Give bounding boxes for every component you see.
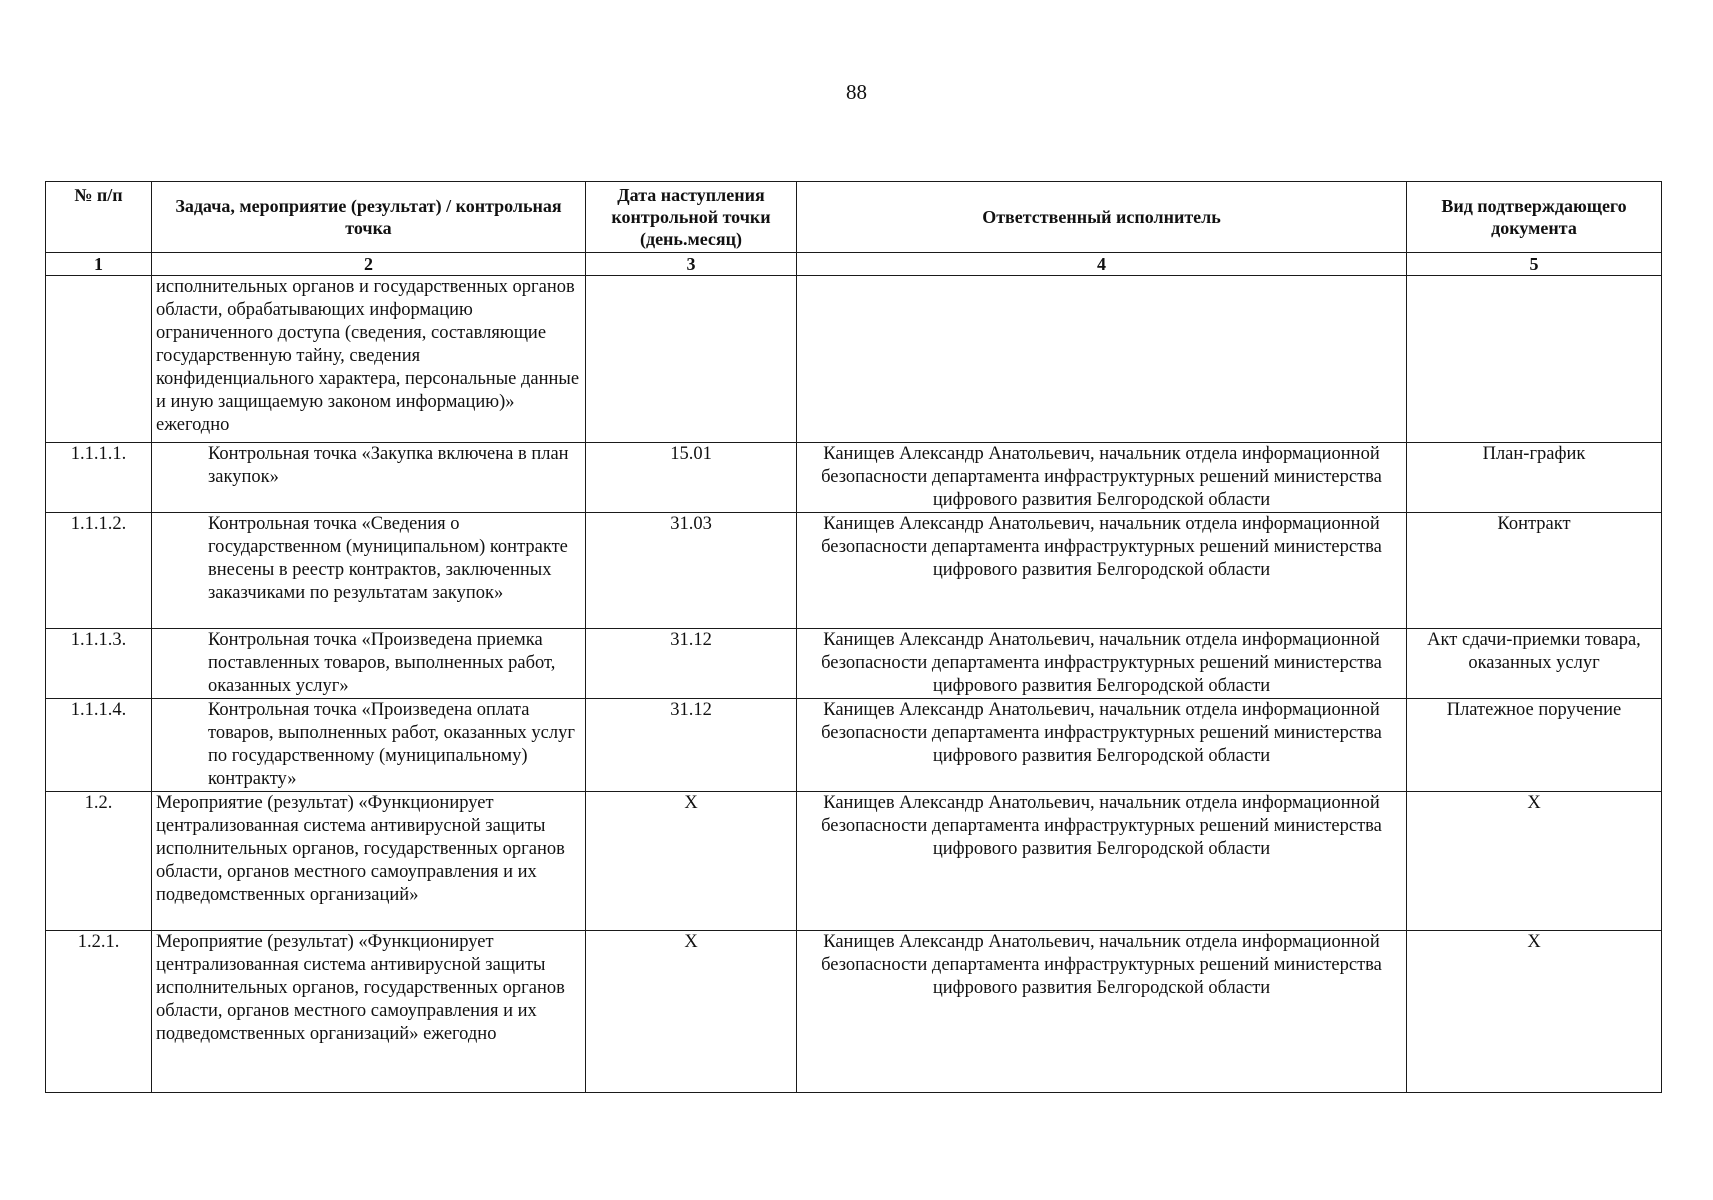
column-index: 1: [46, 253, 152, 276]
row-document: Контракт: [1407, 513, 1662, 629]
column-index: 4: [797, 253, 1407, 276]
row-document: План-график: [1407, 443, 1662, 513]
header-number: № п/п: [46, 182, 152, 253]
table-header-row: [46, 182, 1662, 253]
column-index-row: [46, 253, 1662, 276]
row-responsible: Канищев Александр Анатольевич, начальник отдела информационной безопасности департамента инфраструктурных решений министерства цифрового развития Белгородской области: [797, 931, 1407, 1093]
row-task: исполнительных органов и государственных органов области, обрабатывающих информацию ограниченного доступа (сведения, составляющие государственную тайну, сведения конфиденциального характера, персональные данные и иную защищаемую законом информацию)» ежегодно: [152, 276, 586, 443]
row-number: 1.1.1.4.: [46, 699, 152, 792]
row-task: Мероприятие (результат) «Функционирует централизованная система антивирусной защиты исполнительных органов, государственных органов области, органов местного самоуправления и их подведомственных организаций» ежегодно: [152, 931, 586, 1093]
header-task: Задача, мероприятие (результат) / контрольная точка: [152, 182, 586, 253]
row-date: [586, 276, 797, 443]
row-responsible: Канищев Александр Анатольевич, начальник отдела информационной безопасности департамента инфраструктурных решений министерства цифрового развития Белгородской области: [797, 443, 1407, 513]
column-index: 3: [586, 253, 797, 276]
row-responsible: Канищев Александр Анатольевич, начальник отдела информационной безопасности департамента инфраструктурных решений министерства цифрового развития Белгородской области: [797, 629, 1407, 699]
row-number: [46, 276, 152, 443]
row-task: Мероприятие (результат) «Функционирует централизованная система антивирусной защиты исполнительных органов, государственных органов области, органов местного самоуправления и их подведомственных организаций»: [152, 792, 586, 931]
table-row: [46, 931, 1662, 1093]
row-task: Контрольная точка «Закупка включена в план закупок»: [152, 443, 586, 513]
row-responsible: Канищев Александр Анатольевич, начальник отдела информационной безопасности департамента инфраструктурных решений министерства цифрового развития Белгородской области: [797, 513, 1407, 629]
row-date: 31.12: [586, 699, 797, 792]
row-number: 1.1.1.1.: [46, 443, 152, 513]
table-row: [46, 276, 1662, 443]
table-row: [46, 513, 1662, 629]
row-date: X: [586, 931, 797, 1093]
row-document: [1407, 276, 1662, 443]
table-row: [46, 443, 1662, 513]
row-number: 1.1.1.3.: [46, 629, 152, 699]
header-document: Вид подтверждающего документа: [1407, 182, 1662, 253]
header-responsible: Ответственный исполнитель: [797, 182, 1407, 253]
table-row: [46, 699, 1662, 792]
row-task: Контрольная точка «Произведена оплата товаров, выполненных работ, оказанных услуг по государственному (муниципальному) контракту»: [152, 699, 586, 792]
row-responsible: Канищев Александр Анатольевич, начальник отдела информационной безопасности департамента инфраструктурных решений министерства цифрового развития Белгородской области: [797, 699, 1407, 792]
row-date: 15.01: [586, 443, 797, 513]
row-task: Контрольная точка «Произведена приемка поставленных товаров, выполненных работ, оказанных услуг»: [152, 629, 586, 699]
row-responsible: [797, 276, 1407, 443]
table-row: [46, 629, 1662, 699]
page-number: 88: [846, 80, 867, 104]
column-index: 5: [1407, 253, 1662, 276]
row-task: Контрольная точка «Сведения о государственном (муниципальном) контракте внесены в реестр контрактов, заключенных заказчиками по результатам закупок»: [152, 513, 586, 629]
control-points-table: [45, 181, 1662, 1093]
table-row: [46, 792, 1662, 931]
row-number: 1.2.1.: [46, 931, 152, 1093]
row-date: 31.12: [586, 629, 797, 699]
column-index: 2: [152, 253, 586, 276]
header-date: Дата наступления контрольной точки (день.месяц): [586, 182, 797, 253]
row-document: X: [1407, 792, 1662, 931]
row-document: X: [1407, 931, 1662, 1093]
row-number: 1.1.1.2.: [46, 513, 152, 629]
row-date: X: [586, 792, 797, 931]
row-number: 1.2.: [46, 792, 152, 931]
row-responsible: Канищев Александр Анатольевич, начальник отдела информационной безопасности департамента инфраструктурных решений министерства цифрового развития Белгородской области: [797, 792, 1407, 931]
row-date: 31.03: [586, 513, 797, 629]
row-document: Платежное поручение: [1407, 699, 1662, 792]
row-document: Акт сдачи-приемки товара, оказанных услуг: [1407, 629, 1662, 699]
